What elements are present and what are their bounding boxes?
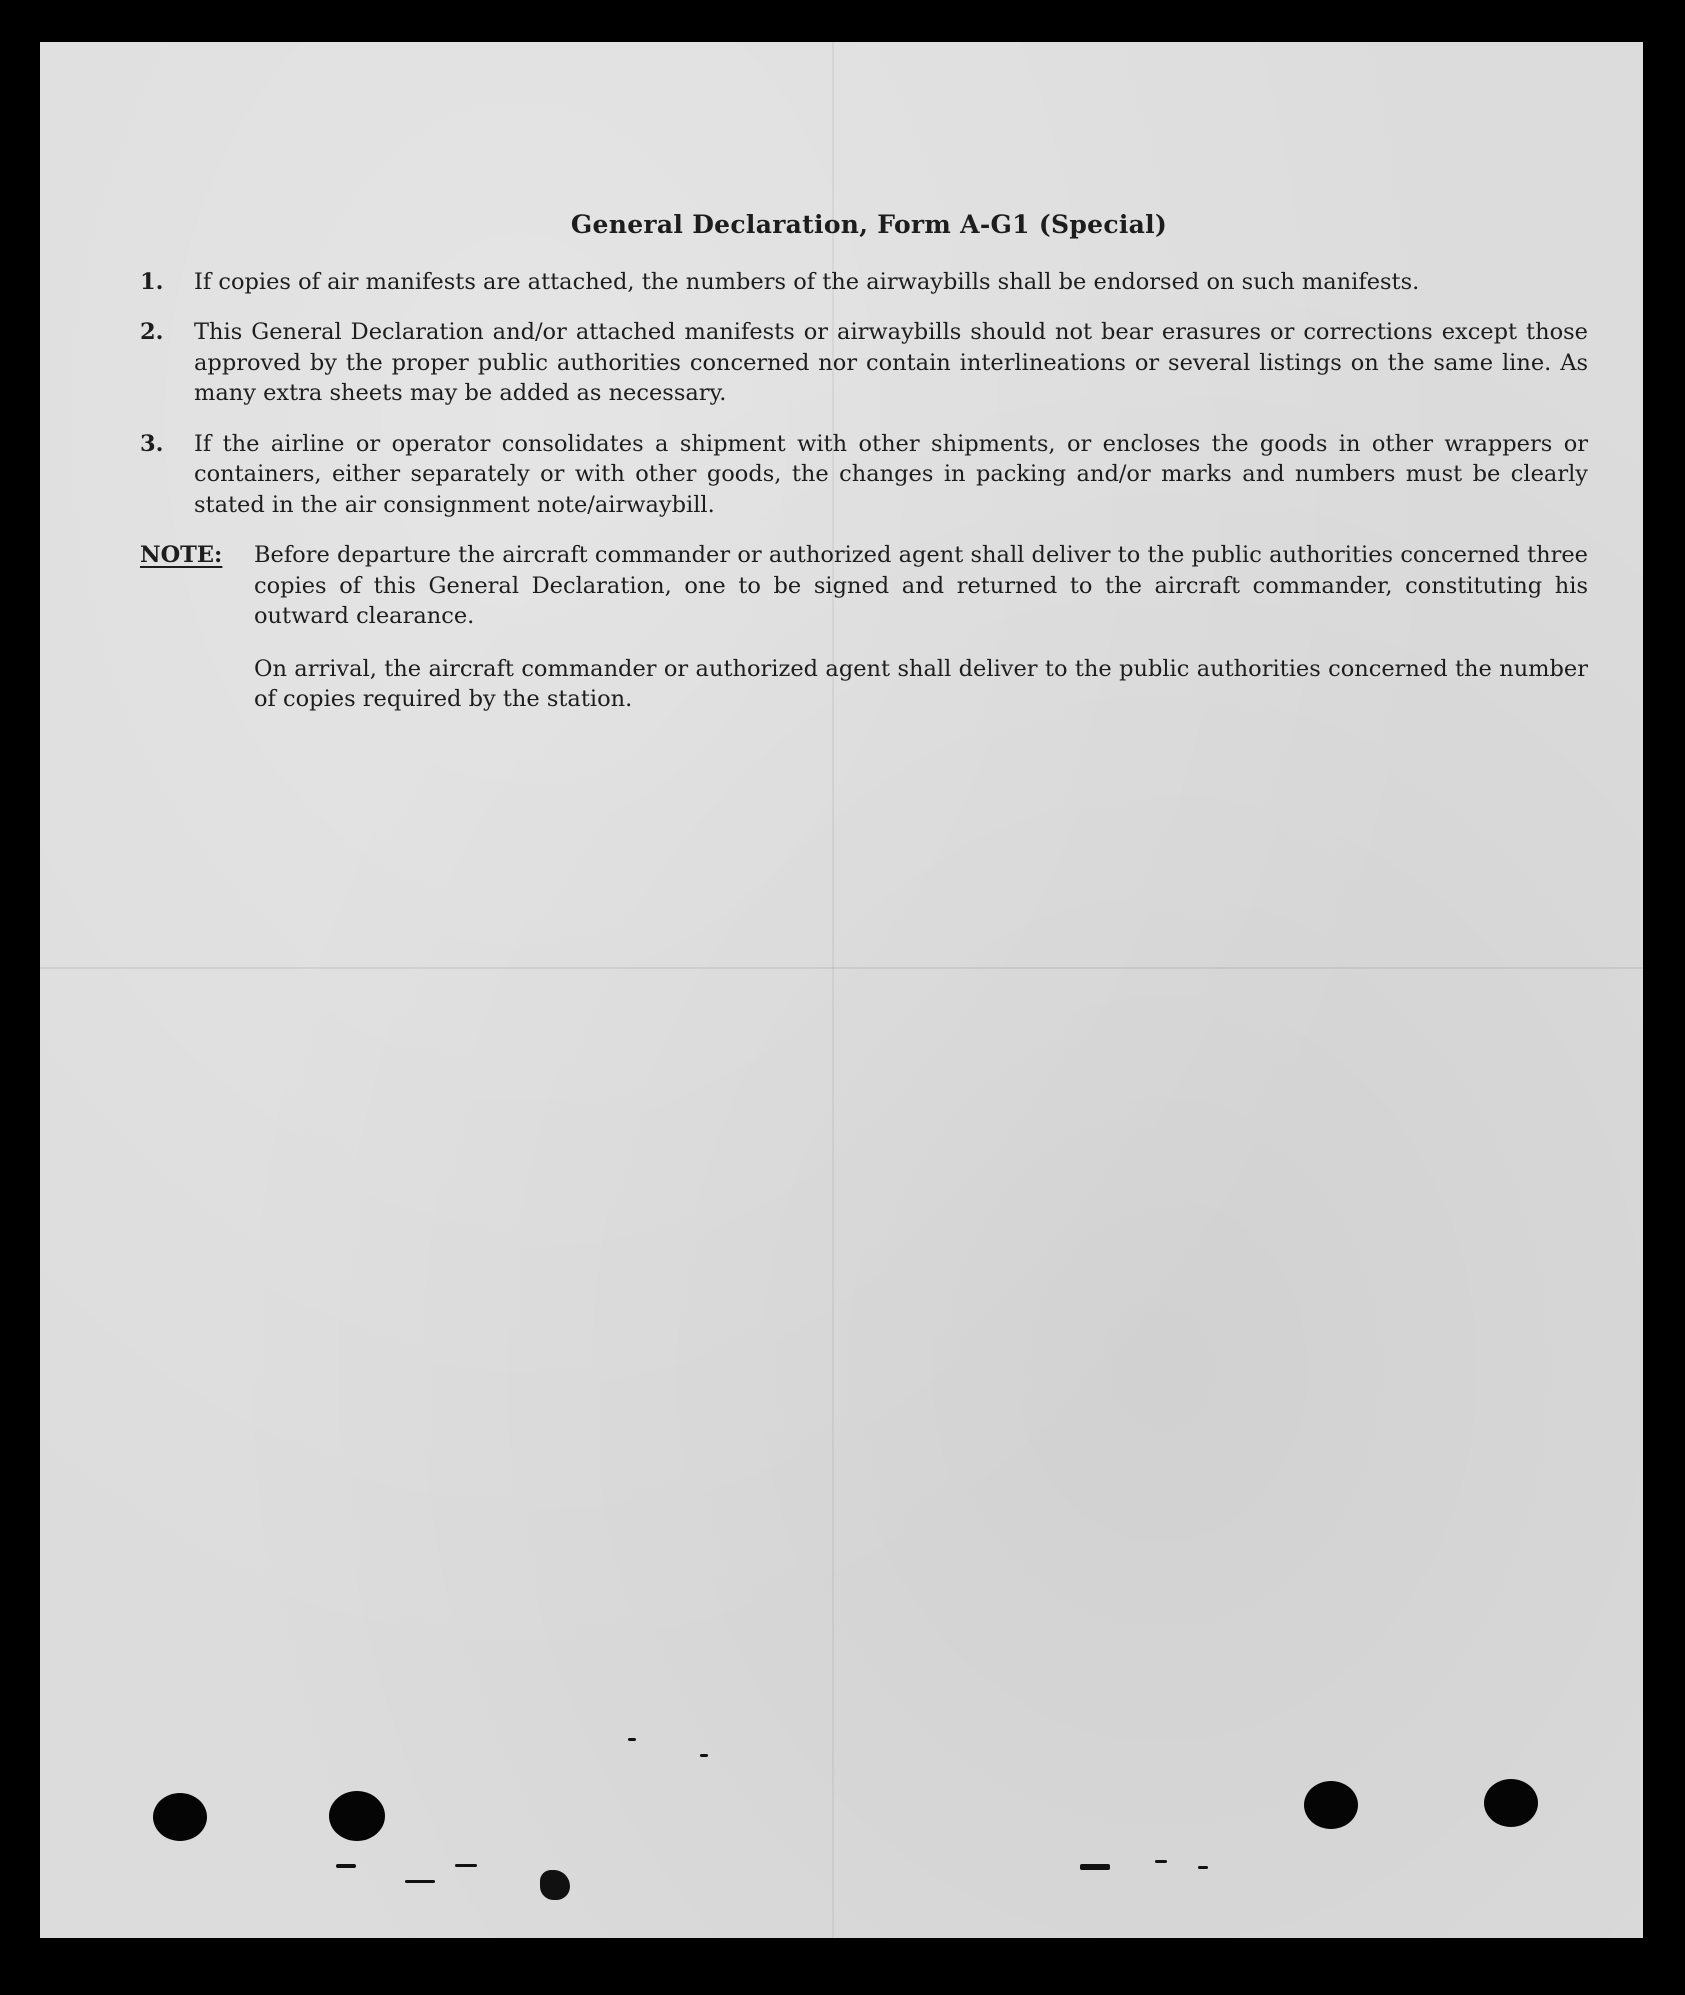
item-text: This General Declaration and/or attached manifests or airwaybills should not bear erasures or corrections except those approved by the proper public authorities concerned nor contain interlineations or several listings on the same line. As many extra sheets may be added as necessary. bbox=[194, 319, 1588, 406]
tear-mark bbox=[455, 1864, 477, 1867]
punch-hole bbox=[329, 1791, 385, 1841]
tear-mark bbox=[1155, 1860, 1167, 1863]
fold-line-horizontal bbox=[40, 967, 1643, 969]
item-number: 3. bbox=[140, 430, 164, 457]
note-paragraph: Before departure the aircraft commander or authorized agent shall deliver to the public authorities concerned three copies of this General Declaration, one to be signed and returned to the aircraft commander, constituting his outward clearance. bbox=[254, 542, 1588, 629]
punch-hole bbox=[153, 1793, 207, 1841]
punch-hole bbox=[1484, 1779, 1538, 1827]
document-title: General Declaration, Form A-G1 (Special) bbox=[570, 210, 1168, 239]
note-paragraph: On arrival, the aircraft commander or authorized agent shall deliver to the public authorities concerned the number of copies required by the station. bbox=[254, 655, 1588, 712]
document-content bbox=[140, 210, 1588, 737]
tear-mark bbox=[700, 1754, 708, 1757]
tear-mark bbox=[1080, 1864, 1110, 1870]
note-label: NOTE: bbox=[140, 542, 223, 568]
tear-mark bbox=[336, 1864, 356, 1868]
item-text: If the airline or operator consolidates a shipment with other shipments, or encloses the goods in other wrappers or containers, either separately or with other goods, the changes in packing and/or marks and numbers must be clearly stated in the air consignment note/airwaybill. bbox=[194, 430, 1588, 518]
list-item-1 bbox=[140, 267, 1588, 298]
tear-mark bbox=[405, 1880, 435, 1883]
note-body bbox=[254, 540, 1588, 737]
tear-mark bbox=[540, 1870, 570, 1900]
note-section bbox=[140, 540, 1588, 737]
item-number: 1. bbox=[140, 268, 164, 295]
punch-hole bbox=[1304, 1781, 1358, 1829]
list-item-2 bbox=[140, 317, 1588, 409]
item-number: 2. bbox=[140, 319, 164, 345]
tear-mark bbox=[628, 1738, 636, 1741]
document-page bbox=[40, 42, 1643, 1938]
list-item-3 bbox=[140, 429, 1588, 521]
item-text: If copies of air manifests are attached, the numbers of the airwaybills shall be endorsed on such manifests. bbox=[194, 268, 1420, 295]
tear-mark bbox=[1198, 1866, 1208, 1869]
